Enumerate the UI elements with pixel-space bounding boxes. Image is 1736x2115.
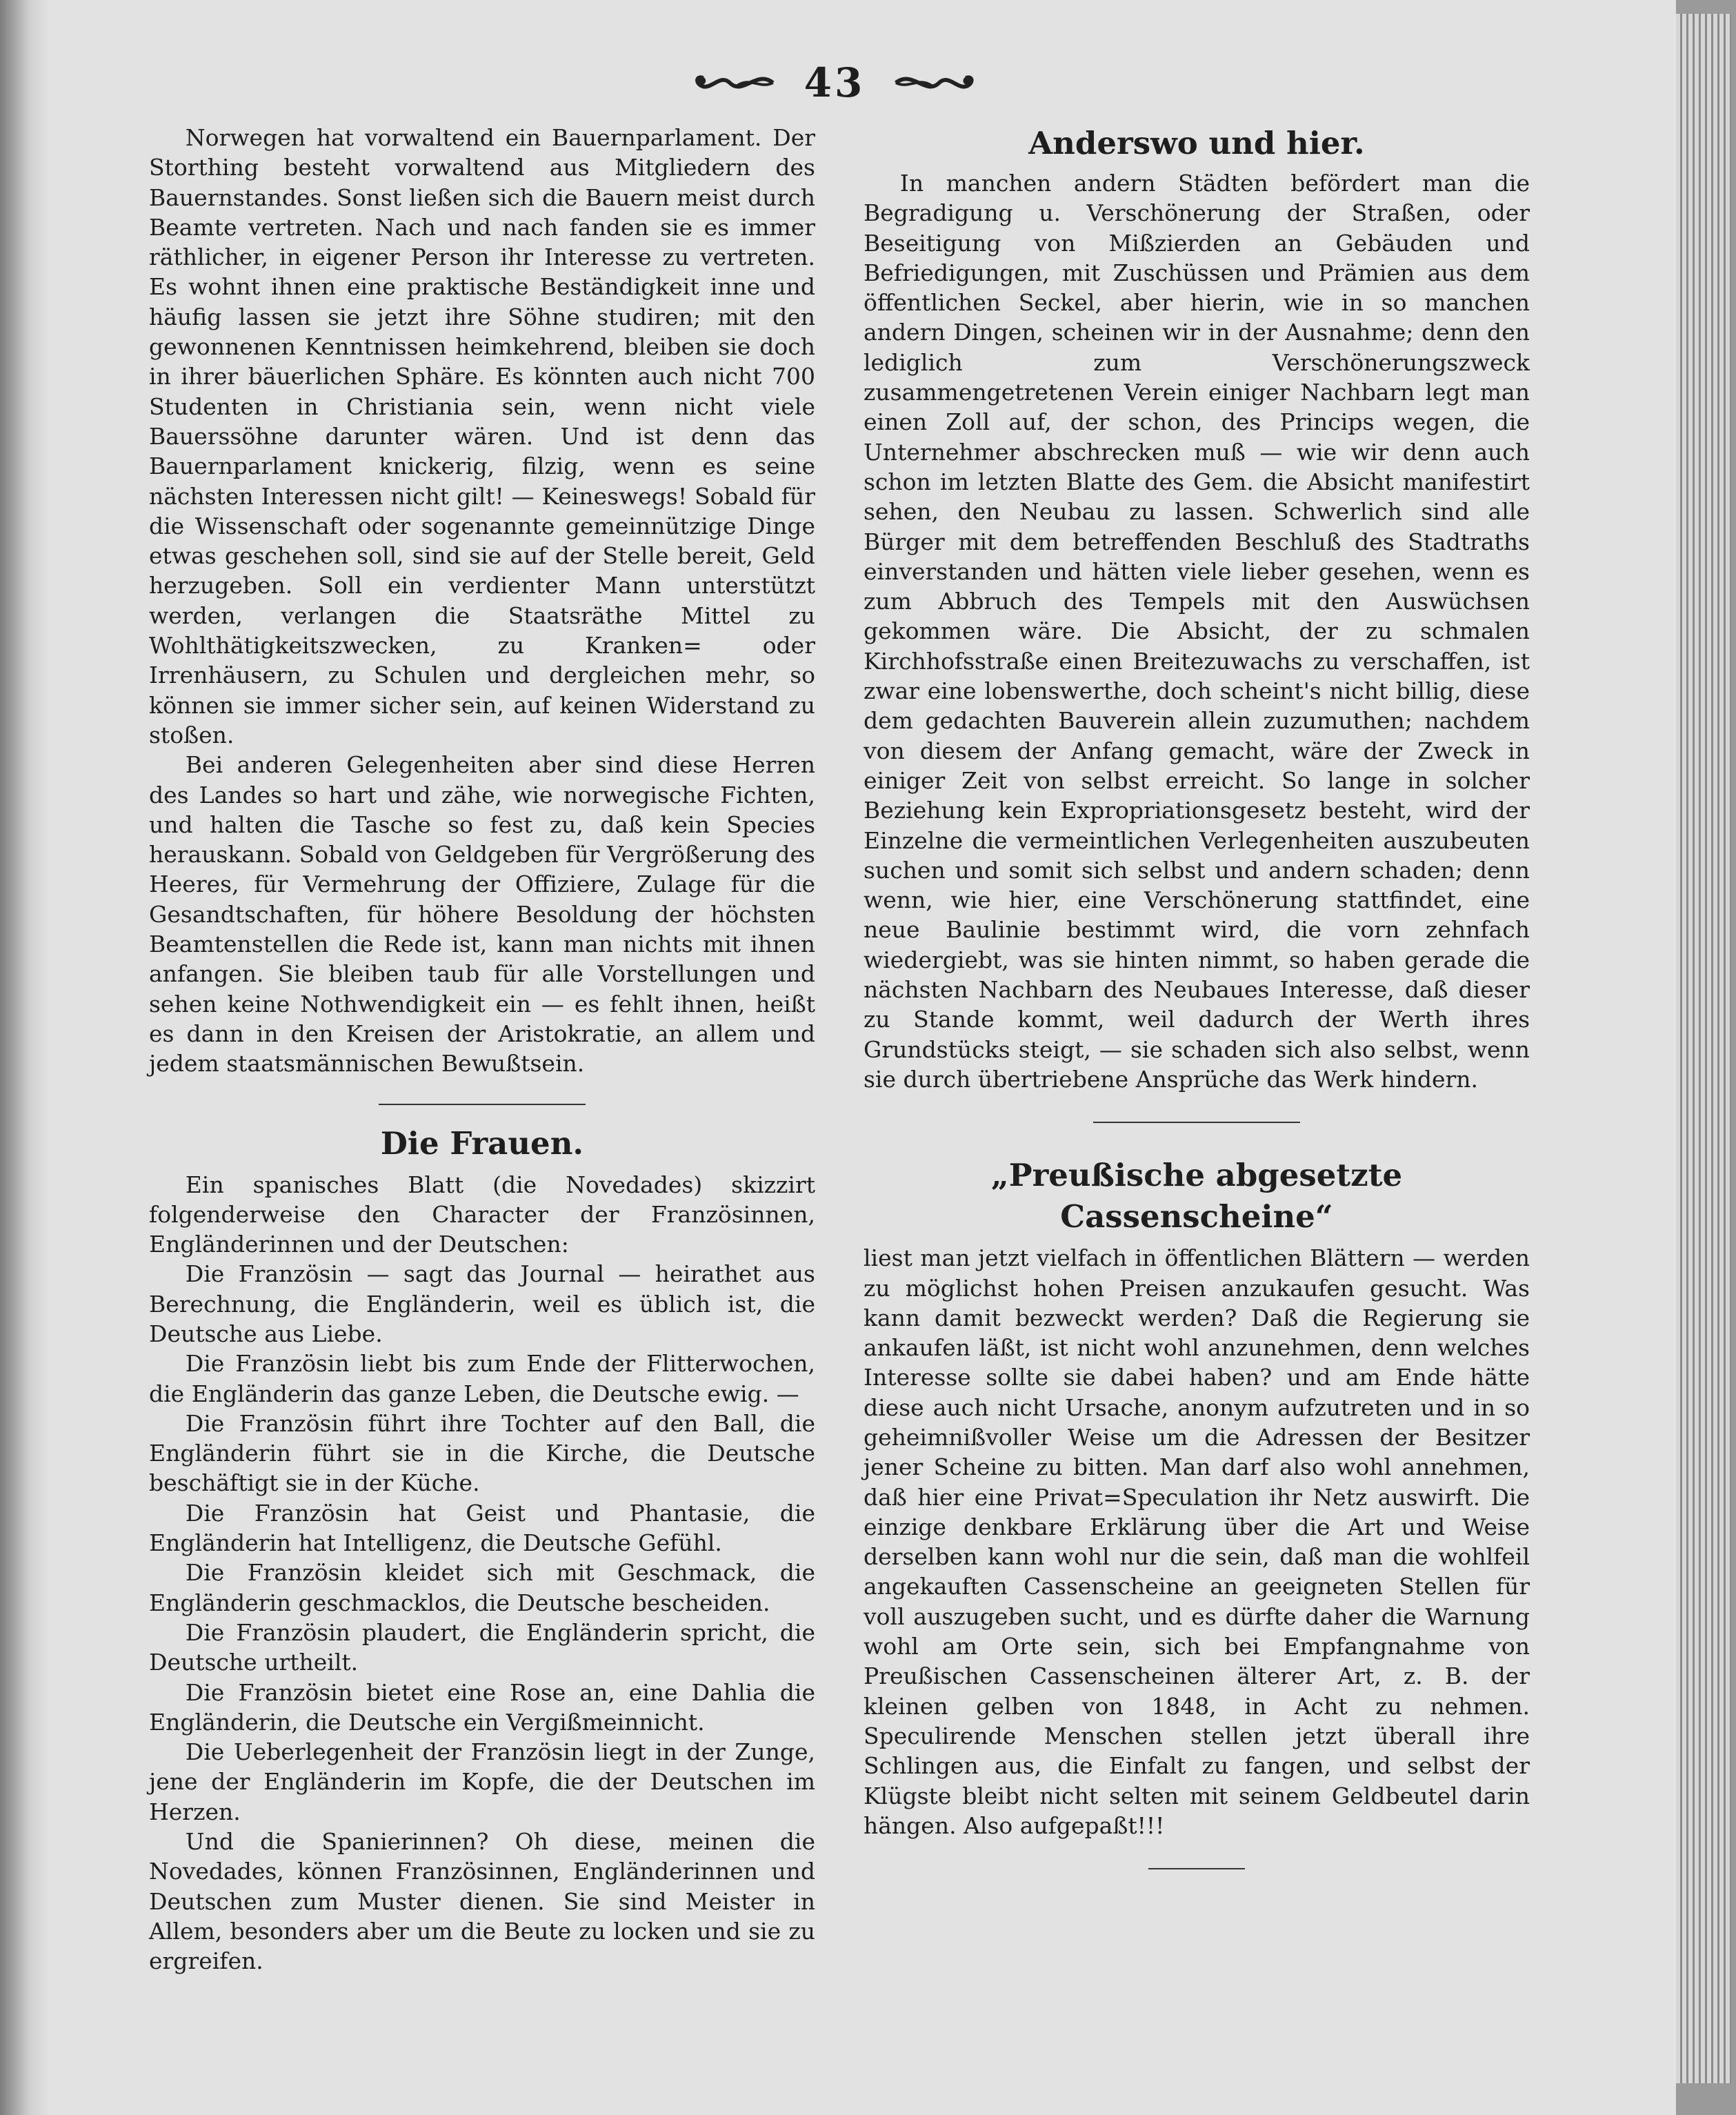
section-divider xyxy=(1148,1868,1245,1869)
frauen-item-9: Und die Spanierinnen? Oh diese, meinen die Novedades, können Französinnen, Engländerinnen und Deutschen zum Muster dienen. Sie sind Meister in Allem, besonders aber um die Beute zu locken und sie zu ergreifen. xyxy=(149,1828,815,1975)
stacked-page-edges xyxy=(1676,14,1731,2083)
frauen-item-4: Die Französin hat Geist und Phantasie, die Engländerin hat Intelligenz, die Deutsche Gefühl. xyxy=(149,1499,815,1557)
cassenscheine-paragraph: liest man jetzt vielfach in öffentlichen Blättern — werden zu möglichst hohen Preisen anzukaufen gesucht. Was kann damit bezweckt werden? Daß die Regierung sie ankaufen läßt, ist nicht wohl anzunehmen, denn welches Interesse sollte sie dabei haben? und am Ende hätte diese auch nicht Ursache, anonym aufzutreten und in so geheimnißvoller Weise um die Adressen der Besitzer jener Scheine zu bitten. Man darf also wohl annehmen, daß hier eine Privat=Speculation ihr Netz auswirft. Die einzige denkbare Erklärung über die Art und Weise derselben kann wohl nur die sein, daß man die wohlfeil angekauften Cassenscheine an geeigneten Stellen für voll auszugeben sucht, und es dürfte daher die Warnung wohl am Orte sein, sich bei Empfangnahme von Preußischen Cassenscheinen älterer Art, z. B. der kleinen gelben von 1848, in Acht zu nehmen. Speculirende Menschen stellen jetzt überall ihre Schlingen aus, die Einfalt zu fangen, und selbst der Klügste bleibt nicht selten mit seinem Geldbeutel darin hängen. Also aufgepaßt!!! xyxy=(864,1244,1530,1839)
anderswo-paragraph: In manchen andern Städten befördert man die Begradigung u. Verschönerung der Straßen, oder Beseitigung von Mißzierden an Gebäuden und Befriedigungen, mit Zuschüssen und Prämien aus dem öffentlichen Seckel, aber hierin, wie in so manchen andern Dingen, scheinen wir in der Ausnahme; denn den lediglich zum Verschönerungszweck zusammengetretenen Verein einiger Nachbarn legt man einen Zoll auf, der schon, des Princips wegen, die Unternehmer abschrecken muß — wie wir denn auch schon im letzten Blatte des Gem. die Absicht manifestirt sehen, den Neubau zu lassen. Schwerlich sind alle Bürger mit dem betreffenden Beschluß des Stadtraths einverstanden und hätten viele lieber gesehen, wenn es zum Abbruch des Tempels mit den Auswüchsen gekommen wäre. Die Absicht, der zu schmalen Kirchhofsstraße einen Breitezuwachs zu verschaffen, ist zwar eine lobenswerthe, doch scheint's nicht billig, diese dem gedachten Bauverein allein zuzumuthen; nachdem von diesem der Anfang gemacht, wäre der Zweck in einiger Zeit von selbst erreicht. So lange in solcher Beziehung kein Expropriationsgesetz besteht, wird der Einzelne die vermeintlichen Verlegenheiten auszubeuten suchen und somit sich selbst und andern schaden; denn wenn, wie hier, eine Verschönerung stattfindet, eine neue Baulinie bestimmt wird, die vorn zehnfach wiedergiebt, was sie hinten nimmt, so haben gerade die nächsten Nachbarn des Neubaues Interesse, daß dieser zu Stande kommt, weil dadurch der Werth ihres Grundstücks steigt, — sie schaden sich also selbst, wenn sie durch übertriebene Ansprüche das Werk hindern. xyxy=(864,170,1530,1093)
frauen-item-1: Die Französin — sagt das Journal — heirathet aus Berechnung, die Engländerin, weil es üblich ist, die Deutsche aus Liebe. xyxy=(149,1260,815,1347)
frauen-item-8: Die Ueberlegenheit der Französin liegt in der Zunge, jene der Engländerin im Kopfe, die der Deutschen im Herzen. xyxy=(149,1738,815,1825)
right-column xyxy=(864,123,1530,1869)
left-scroll-ornament-icon xyxy=(690,66,777,100)
norway-paragraph-1: Norwegen hat vorwaltend ein Bauernparlament. Der Storthing besteht vorwaltend aus Mitgliedern des Bauernstandes. Sonst ließen sich die Bauern meist durch Beamte vertreten. Nach und nach fanden sie es immer räthlicher, in eigener Person ihr Interesse zu vertreten. Es wohnt ihnen eine praktische Beständigkeit inne und häufig lassen sie jetzt ihre Söhne studiren; mit den gewonnenen Kenntnissen heimkehrend, bleiben sie doch in ihrer bäuerlichen Sphäre. Es könnten auch nicht 700 Studenten in Christiania sein, wenn nicht viele Bauerssöhne darunter wären. Und ist denn das Bauernparlament knickerig, filzig, wenn es seine nächsten Interessen nicht gilt! — Keineswegs! Sobald für die Wissenschaft oder sogenannte gemeinnützige Dinge etwas geschehen soll, sind sie auf der Stelle bereit, Geld herzugeben. Soll ein verdienter Mann unterstützt werden, verlangen die Staatsräthe Mittel zu Wohlthätigkeitszwecken, zu Kranken= oder Irrenhäusern, zu Schulen und dergleichen mehr, so können sie immer sicher sein, auf keinen Widerstand zu stoßen. xyxy=(149,124,815,748)
heading-die-frauen: Die Frauen. xyxy=(380,1124,584,1162)
left-column xyxy=(149,123,815,1976)
frauen-intro: Ein spanisches Blatt (die Novedades) skizzirt folgenderweise den Character der Französinnen, Engländerinnen und der Deutschen: xyxy=(149,1171,815,1258)
norway-paragraph-2: Bei anderen Gelegenheiten aber sind diese Herren des Landes so hart und zähe, wie norwegische Fichten, und halten die Tasche so fest zu, daß kein Species herauskann. Sobald von Geldgeben für Vergrößerung des Heeres, für Vermehrung der Offiziere, Zulage für die Gesandtschaften, für höhere Besoldung der höchsten Beamtenstellen die Rede ist, kann man nichts mit ihnen anfangen. Sie bleiben taub für alle Vorstellungen und sehen keine Nothwendigkeit ein — es fehlt ihnen, heißt es dann in den Kreisen der Aristokratie, an allem und jedem staatsmännischen Bewußtsein. xyxy=(149,751,815,1078)
frauen-item-7: Die Französin bietet eine Rose an, eine Dahlia die Engländerin, die Deutsche ein Vergißmeinnicht. xyxy=(149,1678,815,1736)
frauen-item-3: Die Französin führt ihre Tochter auf den Ball, die Engländerin führt sie in die Kirche, die Deutsche beschäftigt sie in der Küche. xyxy=(149,1409,815,1497)
page-number: 43 xyxy=(804,59,866,106)
frauen-item-2: Die Französin liebt bis zum Ende der Flitterwochen, die Engländerin das ganze Leben, die Deutsche ewig. — xyxy=(149,1350,815,1407)
frauen-item-5: Die Französin kleidet sich mit Geschmack, die Engländerin geschmacklos, die Deutsche bescheiden. xyxy=(149,1559,815,1616)
frauen-item-6: Die Französin plaudert, die Engländerin spricht, die Deutsche urtheilt. xyxy=(149,1618,815,1676)
heading-preussische-cassenscheine: „Preußische abgesetzte Cassenscheine“ xyxy=(990,1157,1403,1235)
right-scroll-ornament-icon xyxy=(892,66,979,100)
page-header xyxy=(690,55,979,110)
heading-anderswo-und-hier: Anderswo und hier. xyxy=(1028,125,1365,161)
